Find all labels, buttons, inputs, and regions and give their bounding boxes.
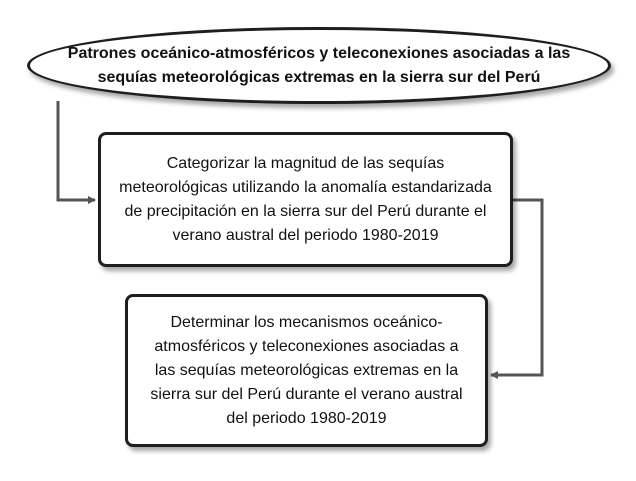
objective-2-box (125, 294, 488, 447)
objective-1-box (98, 132, 513, 267)
title-node-text: Patrones oceánico-atmosféricos y teleconexiones asociadas a las sequías meteorológicas extremas en la sierra sur del Perú (67, 44, 571, 86)
title-node (27, 27, 611, 104)
objective-2-text: Determinar los mecanismos oceánico-atmosféricos y teleconexiones asociadas a las sequías meteorológicas extremas en la sierra sur del Perú durante el verano austral del periodo 1980-2019 (150, 313, 463, 427)
objective-1-text: Categorizar la magnitud de las sequías meteorológicas utilizando la anomalía estandarizada de precipitación en la sierra sur del Perú durante el verano austral del periodo 1980-2019 (119, 154, 492, 244)
connector-title-to-objective-1 (58, 101, 95, 200)
